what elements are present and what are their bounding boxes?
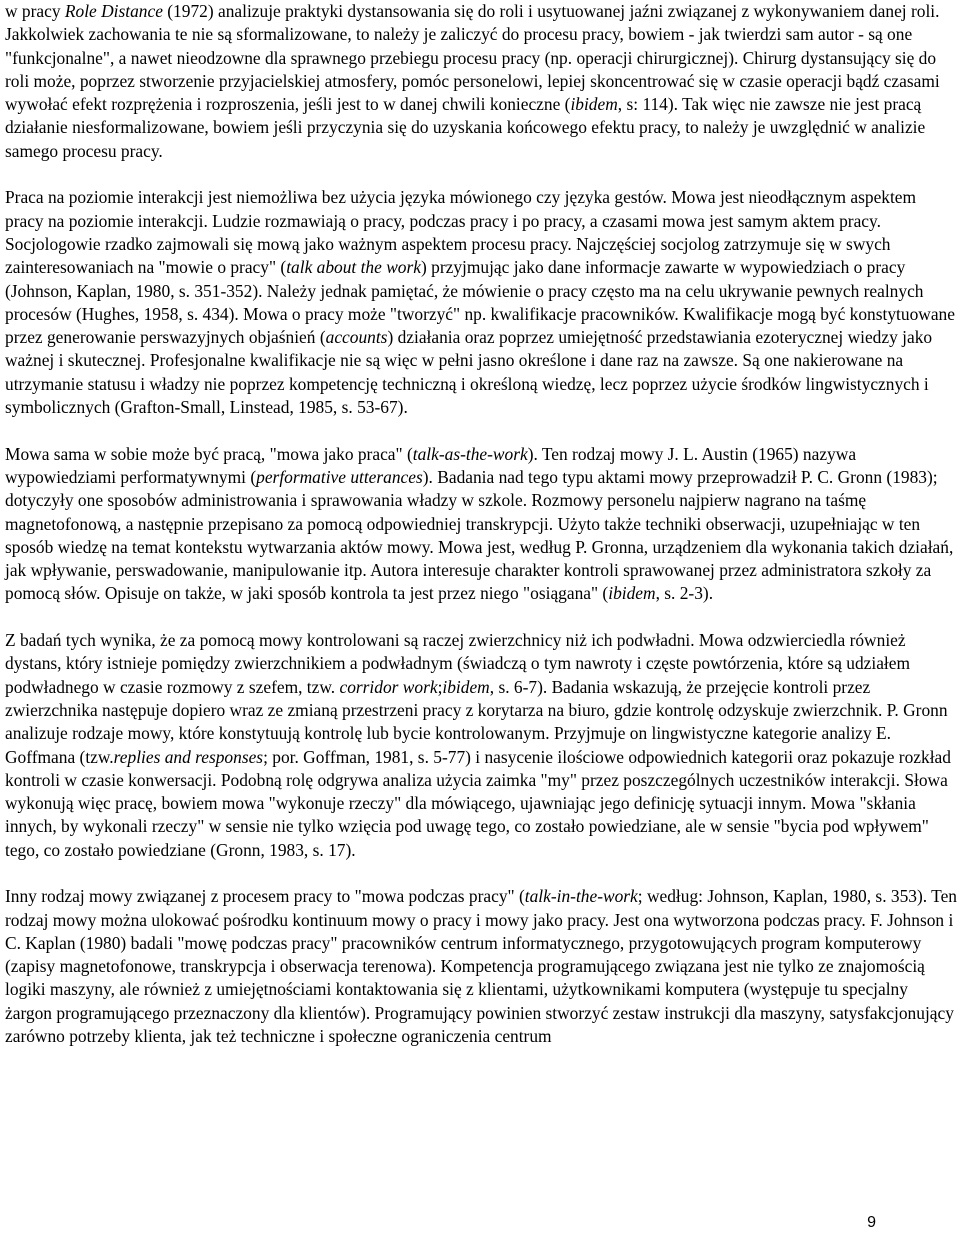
text-run: ; według: Johnson, Kaplan, 1980, s. 353). Ten rodzaj mowy można ulokować pośrodku kontinuum mowy o pracy i mowy jako pracy. Jest ona wytworzona podczas pracy. F. Johnson i C. Kaplan (1980) badali "mowę podczas pracy" pracowników centrum informatycznego, przygotowujących program komputerowy (zapisy magnetofonowe, transkrypcja i obserwacja terenowa). Kompetencja programującego związana jest nie tylko ze znajomością logiki maszyny, ale również z umiejętnościami kontaktowania się z klientami, użytkownikami komputera (występuje tu specjalny żargon programującego przeznaczony dla klientów). Programujący powinien stworzyć zestaw instrukcji dla maszyny, satysfakcjonujący zarówno potrzeby klienta, jak też techniczne i społeczne ograniczenia centrum	[5, 886, 957, 1047]
paragraph-talk-in-the-work	[5, 885, 957, 1048]
italic-run: corridor work	[339, 676, 438, 697]
text-run: ). Ten rodzaj mowy J. L. Austin (1965) nazywa wypowiedziami performatywnymi (	[5, 443, 857, 487]
text-run: Mowa sama w sobie może być pracą, "mowa jako praca" (	[5, 443, 413, 464]
text-run: Praca na poziomie interakcji jest niemożliwa bez użycia języka mówionego czy języka gestów. Mowa jest nieodłącznym aspektem pracy na poziomie interakcji. Ludzie rozmawiają o pracy, podczas pracy i po pracy, a czasami mowa jest samym aktem pracy. Socjologowie rzadko zajmowali się mową jako ważnym aspektem procesu pracy. Najczęściej socjolog zatrzymuje się w swych zainteresowaniach na "mowie o pracy" (	[5, 187, 917, 278]
italic-run: ibidem	[570, 94, 618, 115]
text-run: , s. 6-7). Badania wskazują, że przejęcie kontroli przez zwierzchnika następuje dopiero wraz ze zmianą przestrzeni pracy z korytarza na biuro, gdzie kontrolę odzyskuje zwierzchnik. P. Gronn analizuje rodzaje mowy, które konstytuują kontrolę lub bycie kontrolowanym. Przyjmuje on lingwistyczne kategorie analizy E. Goffmana (tzw.	[5, 676, 948, 767]
text-run: Inny rodzaj mowy związanej z procesem pracy to "mowa podczas pracy" (	[5, 886, 525, 907]
text-run: ;	[437, 676, 443, 697]
paragraph-control-findings	[5, 629, 957, 862]
text-run: , s: 114). Tak więc nie zawsze nie jest pracą działanie niesformalizowane, bowiem jeśli przyczynia się do uzyskania końcowego efektu pracy, to należy je uwzględnić w analizie samego procesu pracy.	[5, 94, 926, 161]
text-run: ). Badania nad tego typu aktami mowy przeprowadził P. C. Gronn (1983); dotyczyły one sposobów administrowania i sprawowania władzy w szkole. Rozmowy personelu najpierw nagrano na taśmę magnetofonową, a następnie przepisano za pomocą odpowiedniej transkrypcji. Użyto także techniki obserwacji, uzupełniając w ten sposób wiedzę na temat kontekstu wytwarzania aktów mowy. Mowa jest, według P. Gronna, urządzeniem dla wykonania takich działań, jak wpływanie, perswadowanie, manipulowanie itp. Autora interesuje charakter kontroli sprawowanej przez administratora szkoły za pomocą słów. Opisuje on także, w jaki sposób kontrola ta jest przez niego "osiągana" (	[5, 466, 954, 604]
text-run: w pracy	[5, 1, 65, 21]
italic-run: accounts	[325, 327, 388, 348]
document-page	[5, 0, 957, 1072]
text-run: (1972) analizuje praktyki dystansowania się do roli i usytuowanej jaźni związanej z wykonywaniem danej roli. Jakkolwiek zachowania te nie są sformalizowane, to należy je zaliczyć do procesu pracy, bowiem - jak twierdzi sam autor - są one "funkcjonalne", a nawet nieodzowne dla sprawnego przebiegu procesu pracy (np. operacji chirurgicznej). Chirurg dystansujący się do roli może, poprzez stworzenie przyjacielskiej atmosfery, pomóc personelowi, lepiej skoncentrować się w czasie operacji bądź czasami wywołać efekt rozprężenia i rozproszenia, jeśli jest to w danej chwili konieczne (	[5, 1, 940, 115]
italic-run: talk about the work	[286, 257, 421, 278]
text-run: ) przyjmując jako dane informacje zawarte w wypowiedziach o pracy (Johnson, Kaplan, 1980, s. 351-352). Należy jednak pamiętać, że mówienie o pracy często ma na celu ukrywanie pewnych realnych procesów (Hughes, 1958, s. 434). Mowa o pracy może "tworzyć" np. kwalifikacje pracowników. Kwalifikacje mogą być konstytuowane przez generowanie perswazyjnych objaśnień (	[5, 257, 955, 348]
text-run: , s. 2-3).	[655, 583, 714, 604]
text-run: ) działania oraz poprzez umiejętność przedstawiania ezoterycznej wiedzy jako ważnej i skutecznej. Profesjonalne kwalifikacje nie są więc w pełni jasno określone i dane raz na zawsze. Są one nakierowane na utrzymanie statusu i władzy nie poprzez kompetencję techniczną i określoną wiedzę, lecz poprzez użycie środków lingwistycznych i symbolicznych (Grafton-Small, Linstead, 1985, s. 53-67).	[5, 327, 933, 418]
italic-run: ibidem	[442, 676, 490, 697]
italic-run: replies and responses	[113, 746, 264, 767]
paragraph-talk-as-the-work	[5, 443, 957, 606]
italic-run: ibidem	[608, 583, 656, 604]
text-run: Z badań tych wynika, że za pomocą mowy kontrolowani są raczej zwierzchnicy niż ich podwładni. Mowa odzwierciedla również dystans, który istnieje pomiędzy zwierzchnikiem a podwładnym (świadczą o tym nawroty i częste powtórzenia, które są udziałem podwładnego w czasie rozmowy z szefem, tzw.	[5, 630, 910, 697]
text-run: ; por. Goffman, 1981, s. 5-77) i nasycenie ilościowe odpowiednich kategorii oraz pokazuje rozkład kontroli w czasie konwersacji. Podobną rolę odgrywa analiza użycia zaimka "my" przez poszczególnych uczestników interakcji. Słowa wykonują więc pracę, bowiem mowa "wykonuje rzeczy" dla mówiącego, ujawniając jego definicję sytuacji innym. Mowa "skłania innych, by wykonali rzeczy" w sensie nie tylko wzięcia pod uwagę tego, co zostało powiedziane, ale w sensie "bycia pod wpływem" tego, co zostało powiedziane (Gronn, 1983, s. 17).	[5, 746, 951, 860]
italic-run: talk-as-the-work	[412, 443, 528, 464]
paragraph-speech-in-interaction	[5, 186, 957, 419]
italic-run: performative utterances	[256, 466, 423, 487]
italic-run: talk-in-the-work	[524, 886, 638, 907]
page-number: 9	[867, 1214, 876, 1231]
paragraph-role-distance	[5, 0, 957, 163]
italic-run: Role Distance	[64, 1, 163, 21]
